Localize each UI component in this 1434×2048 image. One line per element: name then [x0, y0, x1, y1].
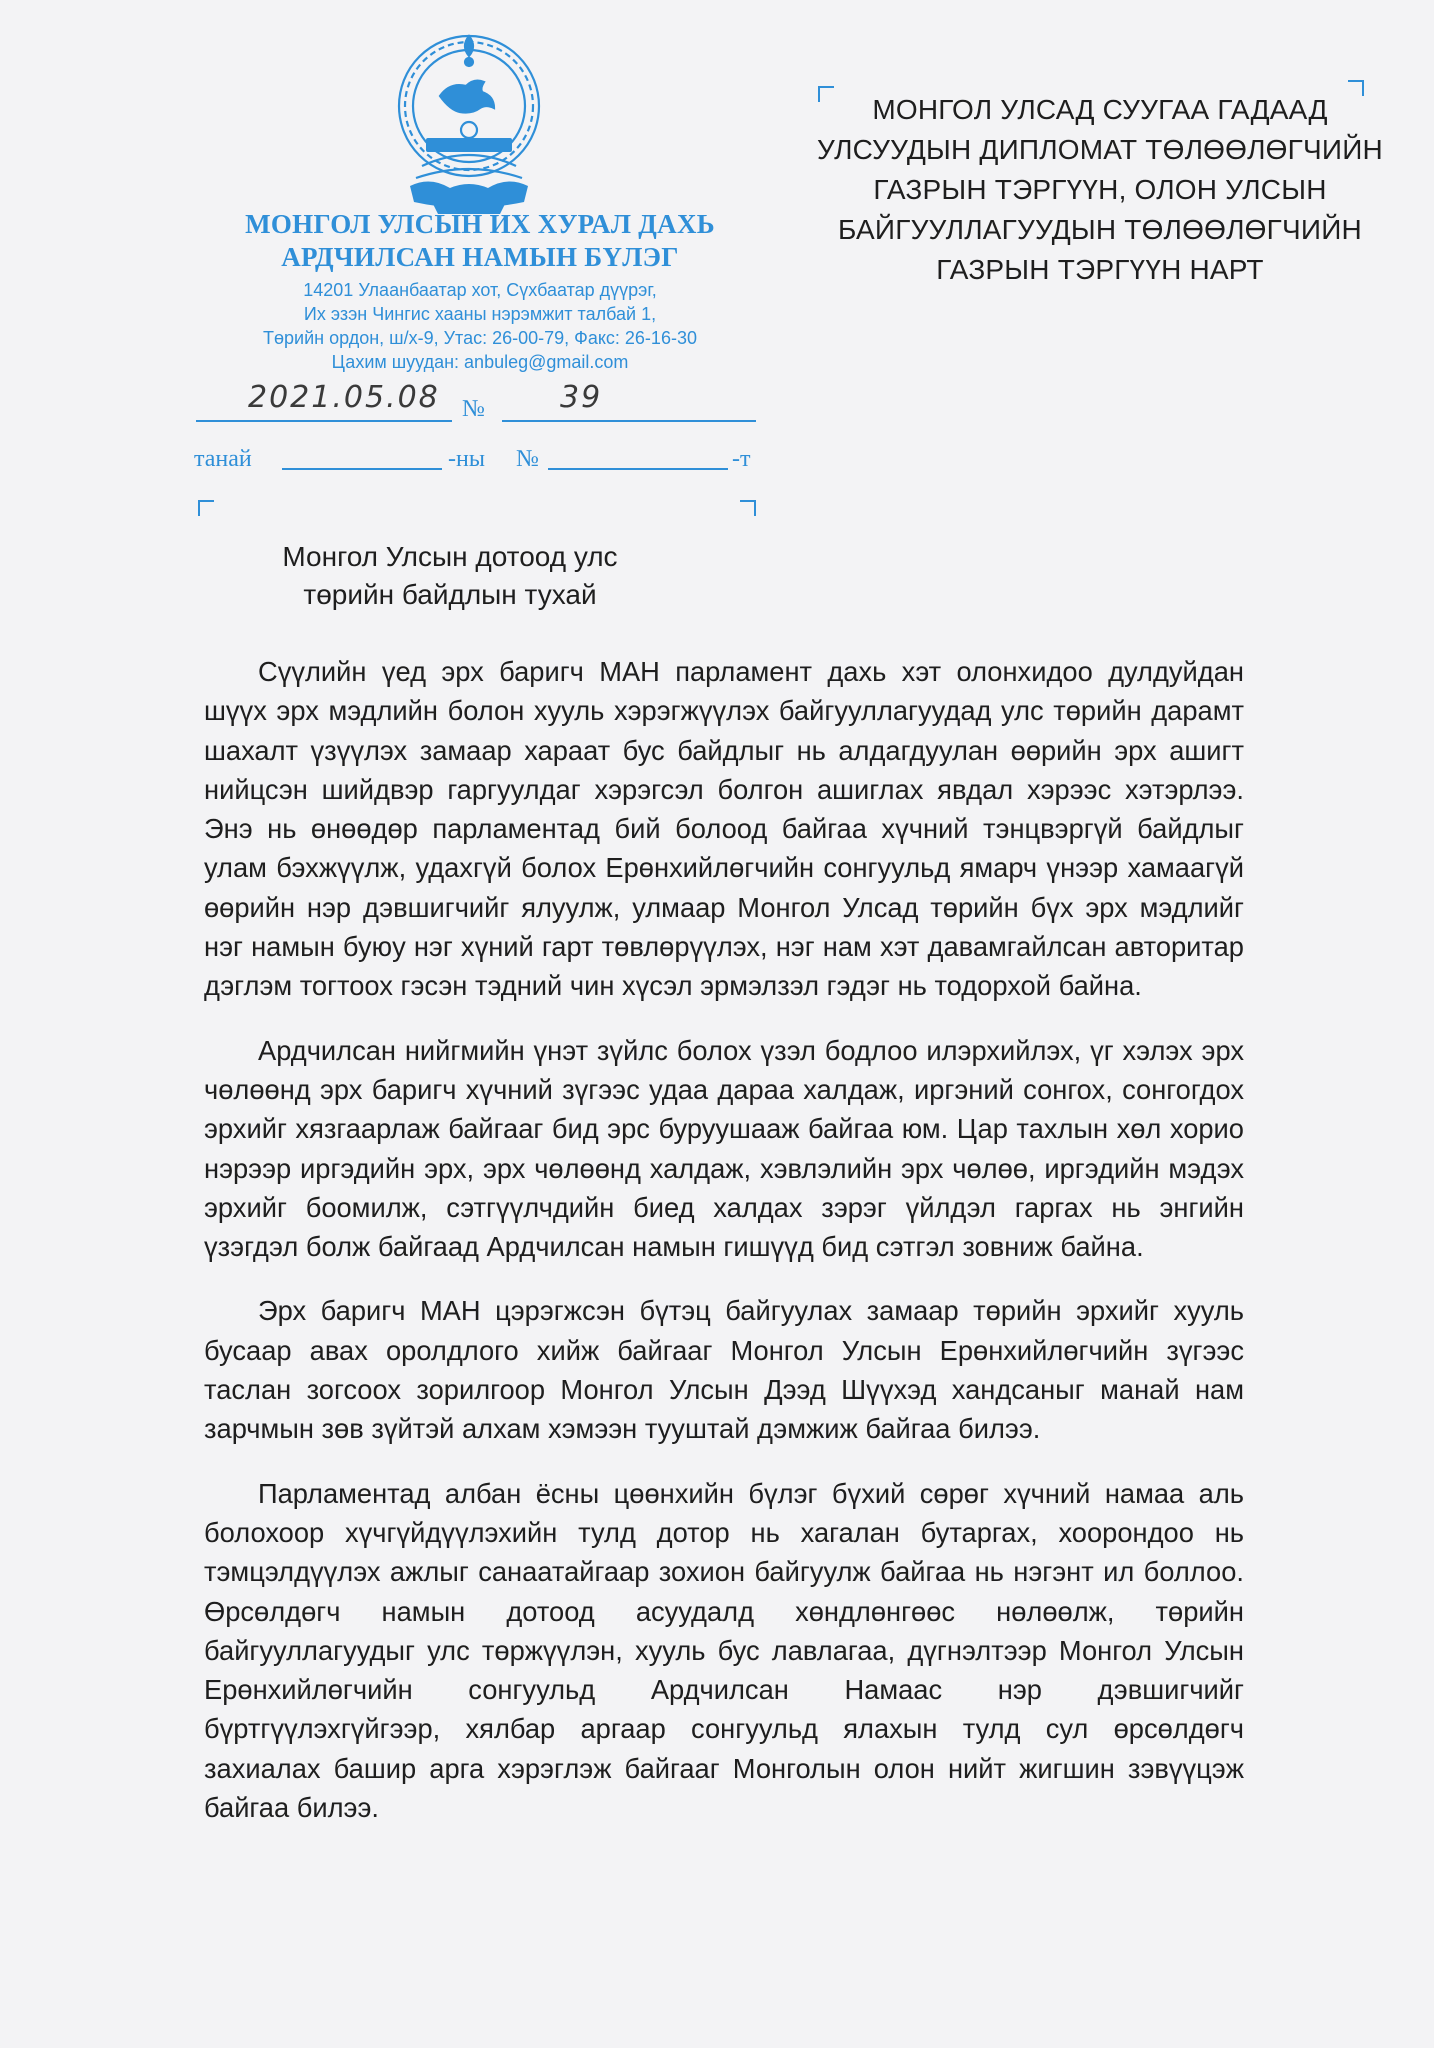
your-number-sign: № [516, 446, 539, 472]
recipient-line: МОНГОЛ УЛСАД СУУГАА ГАДААД [872, 94, 1328, 125]
organization-name [200, 208, 760, 274]
email-line: Цахим шуудан: anbuleg@gmail.com [331, 352, 629, 372]
recipient-line: БАЙГУУЛЛАГУУДЫН ТӨЛӨӨЛӨГЧИЙН [838, 214, 1362, 245]
org-name-line2: АРДЧИЛСАН НАМЫН БҮЛЭГ [281, 242, 679, 272]
recipient-line: ГАЗРЫН ТЭРГҮҮН, ОЛОН УЛСЫН [873, 174, 1327, 205]
letter-number: 39 [560, 380, 603, 415]
letter-body [204, 652, 1244, 1852]
suffix-ny: -ны [448, 446, 485, 472]
state-emblem-icon [392, 26, 546, 218]
address-line: Их эзэн Чингис хааны нэрэмжит талбай 1, [303, 304, 657, 324]
body-paragraph: Сүүлийн үед эрх баригч МАН парламент дахь хэт олонхидоо дулдуйдан шүүх эрх мэдлийн болон хууль хэрэгжүүлэх байгууллагуудад улс төрийн дарамт шахалт үзүүлэх замаар хараат бус байдлыг нь алдагдуулан өөрийн эрх ашигт нийцсэн шийдвэр гаргуулдаг хэрэгсэл болгон ашиглах явдал хэрээс хэтэрлээ. Энэ нь өнөөдөр парламентад бий болоод байгаа хүчний тэнцвэргүй байдлыг улам бэхжүүлж, удахгүй болох Ерөнхийлөгчийн сонгуульд ямарч үнээр хамаагүй өөрийн нэр дэвшигчийг ялуулж, улмаар Монгол Улсад төрийн бүх эрх мэдлийг нэг намын буюу нэг хүний гарт төвлөрүүлэх, нэг нам хэт давамгайлсан авторитар дэглэм тогтоох гэсэн тэдний чин хүсэл эрмэлзэл гэдэг нь тодорхой байна. [204, 656, 1244, 1002]
subject-line: Монгол Улсын дотоод улс [282, 541, 618, 572]
number-underline [502, 420, 756, 422]
subject-block [240, 538, 660, 614]
subject-bracket-right [740, 500, 756, 516]
address-line: Төрийн ордон, ш/х-9, Утас: 26-00-79, Факс: 26-16-30 [263, 328, 697, 348]
recipient-line: ГАЗРЫН ТЭРГҮҮН НАРТ [936, 254, 1264, 285]
address-line: 14201 Улаанбаатар хот, Сүхбаатар дүүрэг, [303, 280, 657, 300]
date-underline [196, 420, 452, 422]
number-sign: № [462, 396, 485, 422]
your-number-underline [548, 468, 728, 470]
letter-date: 2021.05.08 [248, 380, 440, 415]
recipient-block [790, 90, 1410, 290]
your-date-underline [282, 468, 442, 470]
subject-line: төрийн байдлын тухай [303, 579, 597, 610]
body-paragraph: Ардчилсан нийгмийн үнэт зүйлс болох үзэл бодлоо илэрхийлэх, үг хэлэх эрх чөлөөнд эрх баригч хүчний зүгээс удаа дараа халдаж, иргэний сонгох, сонгогдох эрхийг хязгаарлаж байгааг бид эрс буруушааж байгаа юм. Цар тахлын хөл хорио нэрээр иргэдийн эрх, эрх чөлөөнд халдаж, хэвлэлийн эрх чөлөө, иргэдийн мэдэх эрхийг боомилж, сэтгүүлчдийн биед халдах зэрэг үйлдэл гаргах нь энгийн үзэгдэл болж байгаад Ардчилсан намын гишүүд бид сэтгэл зовниж байна. [204, 1034, 1244, 1263]
org-name-line1: МОНГОЛ УЛСЫН ИХ ХУРАЛ ДАХЬ [245, 209, 715, 239]
your-label: танай [194, 446, 252, 472]
suffix-t: -т [732, 446, 751, 472]
organization-address [200, 278, 760, 374]
recipient-line: УЛСУУДЫН ДИПЛОМАТ ТӨЛӨӨЛӨГЧИЙН [817, 134, 1383, 165]
body-paragraph: Парламентад албан ёсны цөөнхийн бүлэг бүхий сөрөг хүчний намаа аль болохоор хүчгүйдүүлэхийн тулд дотор нь хагалан бутаргах, хоорондоо нь тэмцэлдүүлэх ажлыг санаатайгаар зохион байгуулж байгаа нь нэгэнт ил боллоо. Өрсөлдөгч намын дотоод асуудалд хөндлөнгөөс нөлөөлж, төрийн байгууллагуудыг улс төржүүлэн, хууль бус лавлагаа, дүгнэлтээр Монгол Улсын Ерөнхийлөгчийн сонгуульд Ардчилсан Намаас нэр дэвшигчийг бүртгүүлэхгүйгээр, хялбар аргаар сонгуульд ялахын тулд сул өрсөлдөгч захиалах башир арга хэрэглэж байгааг Монголын олон нийт жигшин зэвүүцэж байгаа билээ. [204, 1477, 1244, 1824]
subject-bracket-left [198, 500, 214, 516]
body-paragraph: Эрх баригч МАН цэрэгжсэн бүтэц байгуулах замаар төрийн эрхийг хууль бусаар авах оролдлого хийж байгааг Монгол Улсын Ерөнхийлөгчийн зүгээс таслан зогсоох зорилгоор Монгол Улсын Дээд Шүүхэд хандсаныг манай нам зарчмын зөв зүйтэй алхам хэмээн тууштай дэмжиж байгаа билээ. [204, 1295, 1244, 1445]
